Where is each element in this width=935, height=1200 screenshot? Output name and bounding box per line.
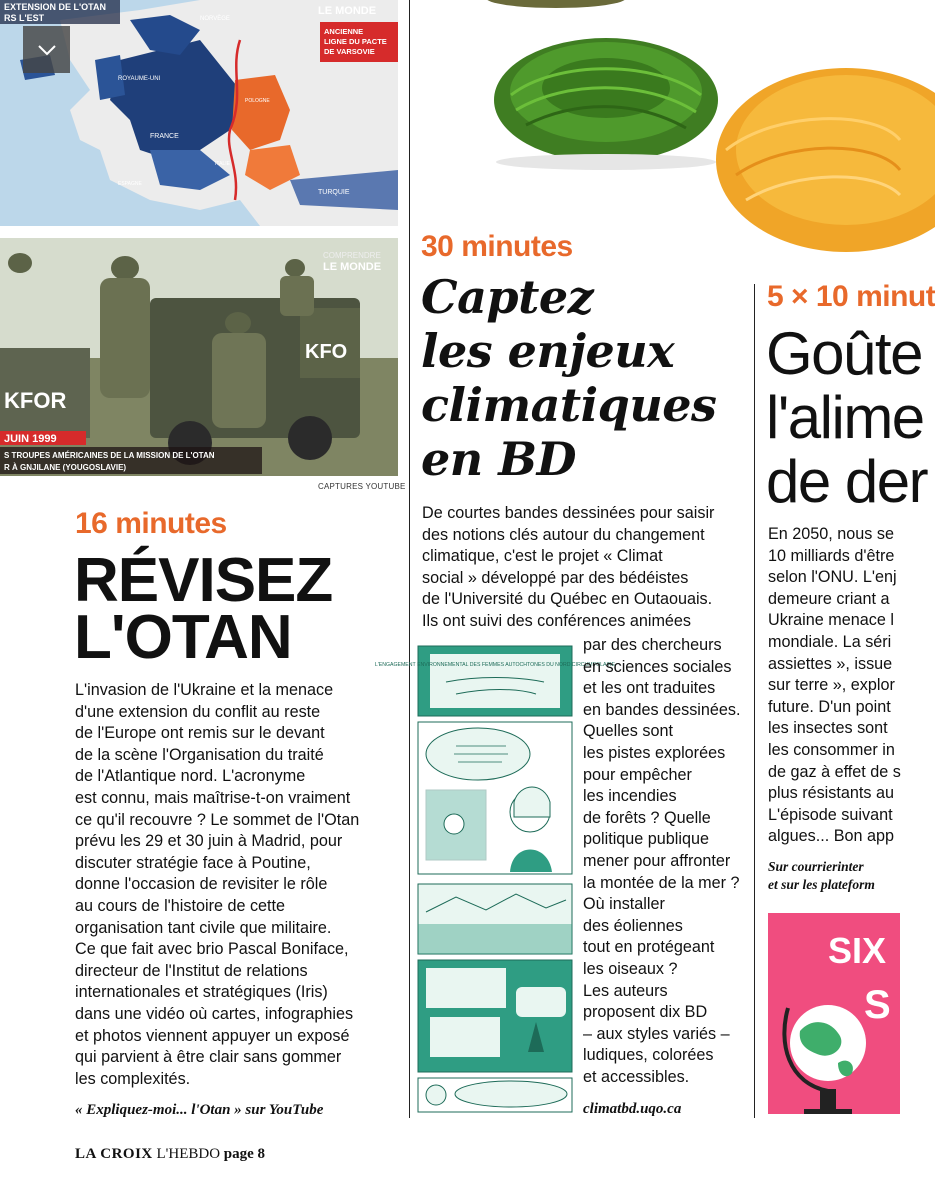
article1-body-line: au cours de l'histoire de cette [75, 896, 286, 915]
article3-body-line: mondiale. La séri [768, 632, 892, 651]
column-rule-right [754, 284, 755, 1118]
photo-badge-top: COMPRENDRE [323, 251, 381, 260]
kfor-soldiers-photo [0, 238, 398, 476]
page-footer [75, 1146, 265, 1163]
svg-text:FRANCE [150, 133, 179, 140]
article2-body-line: de forêts ? Quelle [583, 808, 711, 827]
article1-body-line: de la scène l'Organisation du traité [75, 745, 324, 764]
map-label: FRANCE [150, 133, 179, 140]
article2-body-line: des notions clés autour du changement [422, 525, 705, 544]
article3-body [768, 524, 900, 848]
article2-headline-line: les enjeux [421, 324, 675, 378]
article1-body-line: et photos viennent appuyer un exposé [75, 1026, 350, 1045]
footer-edition: L'HEBDO [156, 1146, 221, 1162]
article1-headline-line: L'OTAN [74, 603, 292, 672]
podcast-promo-image [768, 913, 900, 1114]
article3-body-line: assiettes », issue [768, 654, 893, 673]
article2-body-line: par des chercheurs [583, 636, 722, 654]
photo-caption-line1: S TROUPES AMÉRICAINES DE LA MISSION DE L'OTAN [4, 451, 215, 460]
svg-text:JUIN 1999 [4, 433, 57, 445]
article1-body-line: dans une vidéo où cartes, infographies [75, 1004, 354, 1023]
article2-body-line: social » développé par des bédéistes [422, 568, 689, 587]
article2-body-line: des éoliennes [583, 916, 683, 935]
article2-body-line: pour empêcher [583, 765, 692, 784]
map-legend-line3: DE VARSOVIE [324, 47, 375, 56]
article3-headline [766, 320, 928, 515]
article1-body-line: internationales et stratégiques (Iris) [75, 983, 328, 1002]
footer-brand: LA CROIX [75, 1146, 153, 1162]
svg-text:LIGNE DU PACTE [324, 37, 387, 46]
svg-text:EXTENSION DE L'OTAN [4, 2, 106, 12]
article1-headline-line: RÉVISEZ [74, 546, 333, 615]
photo-graphic [0, 238, 398, 476]
article2-body-narrow [583, 635, 741, 1088]
article1-body-line: d'une extension du conflit au reste [75, 702, 321, 721]
photo-credit: CAPTURES YOUTUBE [318, 482, 406, 491]
article3-body-line: sur terre », explor [768, 676, 895, 695]
article1-body-line: donne l'occasion de revisiter le rôle [75, 875, 328, 894]
article1-body-line: ce qu'il recouvre ? Le sommet de l'Otan [75, 810, 360, 829]
article1-body-line: directeur de l'Institut de relations [75, 961, 308, 980]
svg-text:RS L'EST [4, 13, 45, 23]
article2-body-line: – aux styles variés – [583, 1024, 730, 1043]
article1-body-line: les complexités. [75, 1069, 191, 1088]
article2-body-line: politique publique [583, 830, 710, 849]
article1-body-line: discuter stratégie face à Poutine, [75, 853, 311, 872]
article3-body-line: Ukraine menace l [768, 611, 894, 630]
article1-source-link[interactable]: « Expliquez-moi... l'Otan » sur YouTube [75, 1102, 324, 1118]
svg-text:R À GNJILANE (YOUGOSLAVIE) [4, 463, 126, 472]
article2-body-line: et les ont traduites [583, 679, 716, 698]
article2-body-line: Quelles sont [583, 722, 673, 741]
article3-body-line: selon l'ONU. L'enj [768, 568, 897, 587]
truck-text-right: KFO [305, 341, 348, 363]
article2-body-line: Les auteurs [583, 981, 668, 1000]
map-label: TURQUIE [318, 189, 350, 196]
svg-text:ROYAUME-UNI [118, 76, 161, 82]
svg-text:SIX [828, 930, 886, 971]
article2-body-line: les incendies [583, 787, 677, 806]
comic-title: L'ENGAGEMENT ENVIRONNEMENTAL DES FEMMES AUTOCHTONES DU NORD CIRCUMPOLAIRE [374, 662, 616, 668]
svg-text:KFOR [4, 388, 66, 413]
article2-body-line: Où installer [583, 895, 665, 914]
article3-body-line: de gaz à effet de s [768, 762, 901, 781]
article2-body-line: la montée de la mer ? [583, 873, 740, 892]
map-label: NORVÈGE [200, 16, 230, 22]
article3-source[interactable] [768, 858, 900, 894]
article2-body-line: Ils ont suivi des conférences animées [422, 611, 692, 630]
svg-text:NORVÈGE [200, 15, 230, 22]
article1-kicker: 16 minutes [75, 507, 227, 540]
article3-body-line: 10 milliards d'être [768, 546, 895, 565]
climate-comic-strip [374, 642, 616, 1114]
article3-headline-line: l'alime [766, 384, 924, 451]
article3-source-line[interactable]: et sur les plateform [768, 877, 875, 892]
article2-body-line: De courtes bandes dessinées pour saisir [422, 504, 715, 522]
article3-headline-line: de der [766, 448, 928, 515]
article3-kicker: 5 × 10 minut [767, 280, 935, 313]
svg-text:S TROUPES AMÉRICAINES DE LA MI [4, 451, 215, 460]
article1-body-line: de l'Atlantique nord. L'acronyme [75, 767, 306, 786]
photo-badge-bottom: LE MONDE [323, 261, 382, 273]
map-badge: LE MONDE [318, 5, 377, 17]
promo-text-top: SIX [828, 930, 887, 971]
article2-body-line: proposent dix BD [583, 1003, 708, 1022]
article3-body-line: algues... Bon app [768, 827, 894, 846]
article1-body-line: L'invasion de l'Ukraine et la menace [75, 681, 334, 699]
article3-headline-line: Goûte [766, 320, 922, 387]
article2-body-line: les pistes explorées [583, 743, 726, 762]
article2-body-line: ludiques, colorées [583, 1046, 714, 1065]
column-rule-left [409, 0, 410, 1118]
svg-text:LE MONDE [318, 5, 376, 17]
article3-body-line: les consommer in [768, 740, 895, 759]
article3-body-line: future. D'un point [768, 697, 891, 716]
article2-kicker: 30 minutes [421, 230, 573, 263]
footer-page-number: page 8 [223, 1146, 266, 1162]
article2-body-line: tout en protégeant [583, 938, 715, 957]
map-label: ROYAUME-UNI [118, 76, 161, 82]
map-subtitle: RS L'EST [4, 13, 45, 23]
article3-body-line: plus résistants au [768, 784, 894, 803]
article2-body-line: les oiseaux ? [583, 959, 678, 978]
article2-headline-line: en BD [421, 432, 576, 486]
map-legend-line2: LIGNE DU PACTE [324, 37, 387, 46]
promo-text-mid: S [864, 983, 891, 1027]
svg-text:POLOGNE [245, 98, 270, 104]
article1-body-line: de l'Europe ont remis sur le devant [75, 724, 325, 743]
svg-text:KFO [305, 341, 347, 363]
map-label: ESPAGNE [118, 181, 142, 187]
article2-body-line: mener pour affronter [583, 851, 731, 870]
article1-body-line: prévu les 29 et 30 juin à Madrid, pour [75, 832, 343, 851]
article1-body-line: qui parvient à être clair sans gommer [75, 1048, 342, 1067]
map-title: EXTENSION DE L'OTAN [4, 2, 106, 12]
article3-body-line: les insectes sont [768, 719, 888, 738]
article3-body-line: L'épisode suivant [768, 805, 893, 824]
article3-body-line: demeure criant a [768, 589, 890, 608]
article1-body-line: organisation tant civile que militaire. [75, 918, 332, 937]
article2-body-line: en bandes dessinées. [583, 700, 741, 719]
article2-body-line: et accessibles. [583, 1067, 690, 1086]
article1-body [75, 680, 359, 1090]
article2-headline-line: Captez [421, 270, 594, 324]
map-legend-line1: ANCIENNE [324, 27, 364, 36]
svg-text:TURQUIE [318, 189, 350, 196]
article2-body-line: en sciences sociales [583, 657, 732, 676]
article3-source-line[interactable]: Sur courrierinter [768, 859, 864, 874]
svg-text:L'ENGAGEMENT ENVIRONNEMENTAL D [375, 662, 616, 668]
article1-headline [74, 546, 333, 672]
chevron-down-icon [37, 44, 57, 56]
svg-text:COMPRENDRE [323, 251, 381, 260]
svg-text:DE VARSOVIE [324, 47, 375, 56]
svg-text:ITALIE [215, 161, 231, 167]
article2-body-full [422, 503, 714, 633]
photo-caption-line2: R À GNJILANE (YOUGOSLAVIE) [4, 463, 127, 472]
svg-text:LE MONDE [323, 261, 381, 273]
svg-text:S [864, 983, 891, 1027]
photo-caption-date: JUIN 1999 [4, 433, 57, 445]
article2-headline [421, 270, 716, 486]
comic-graphic [374, 642, 616, 1114]
map-label: POLOGNE [245, 98, 270, 104]
article3-body-line: En 2050, nous se [768, 525, 894, 543]
article2-body-line: climatique, c'est le projet « Climat [422, 547, 663, 566]
article2-body-line: de l'Université du Québec en Outaouais. [422, 590, 713, 609]
collapse-button[interactable] [23, 26, 70, 73]
promo-graphic [768, 913, 900, 1114]
truck-text-left: KFOR [4, 388, 67, 413]
svg-text:ANCIENNE [324, 27, 363, 36]
article2-source-link[interactable]: climatbd.uqo.ca [583, 1101, 682, 1117]
article1-body-line: est connu, mais maîtrise-t-on vraiment [75, 788, 351, 807]
article2-headline-line: climatiques [421, 378, 717, 432]
svg-text:ESPAGNE [118, 181, 142, 187]
map-label: ITALIE [215, 161, 230, 167]
article1-body-line: Ce que fait avec brio Pascal Boniface, [75, 940, 349, 959]
